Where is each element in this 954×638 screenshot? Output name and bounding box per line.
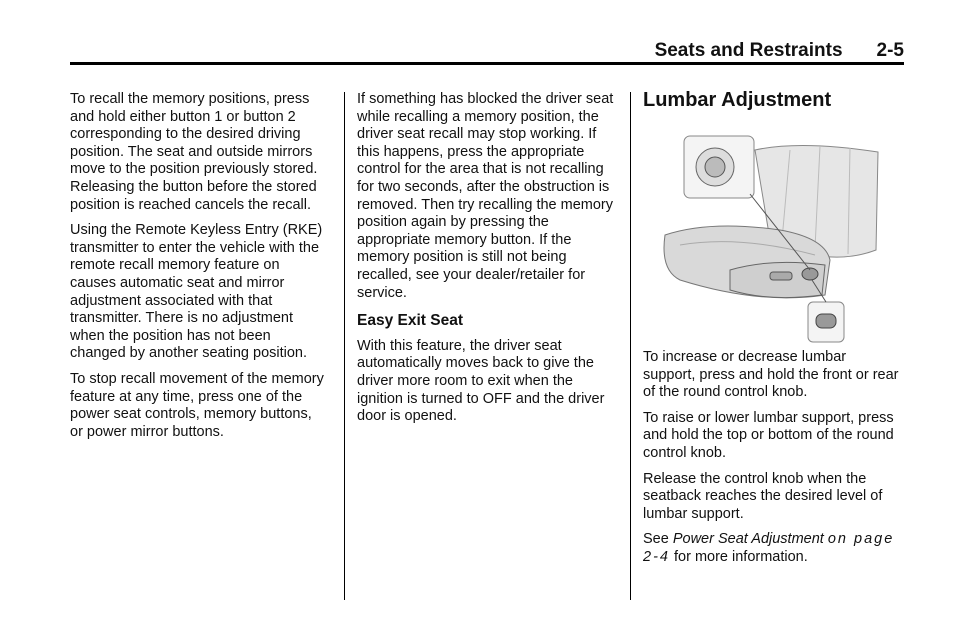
column-divider: [344, 92, 345, 600]
paragraph: Release the control knob when the seatback reaches the desired level of lumbar support.: [643, 470, 883, 522]
lumbar-control-illustration: [650, 130, 890, 344]
section-title: Seats and Restraints: [654, 40, 843, 61]
paragraph: To recall the memory positions, press and hold either button 1 or button 2 corresponding to the desired driving position. The seat and outside mirrors move to the position previously stored. Releasing the button before the stored position is reached cancels the recall.: [70, 91, 318, 213]
column-1: [70, 91, 328, 449]
see-text: See: [643, 531, 669, 548]
column-3: [643, 349, 901, 575]
column-divider: [630, 92, 631, 600]
section-heading: Easy Exit Seat: [357, 312, 463, 330]
lumbar-heading: Lumbar Adjustment: [643, 89, 832, 111]
paragraph: Using the Remote Keyless Entry (RKE) transmitter to enter the vehicle with the remote recall memory feature on causes automatic seat and mirror adjustment associated with that transmitter. There is no adjustment when the position has not been changed by another seating position.: [70, 222, 323, 362]
paragraph: With this feature, the driver seat automatically moves back to give the driver more room to exit when the ignition is turned to OFF and the driver door is opened.: [357, 337, 605, 425]
page-header: [70, 38, 904, 64]
tail-text: for more information.: [674, 548, 808, 565]
cross-reference-link[interactable]: Power Seat Adjustment: [672, 531, 824, 548]
paragraph: To increase or decrease lumbar support, press and hold the front or rear of the round control knob.: [643, 349, 899, 401]
cross-reference-page[interactable]: on page 2-4: [643, 531, 895, 565]
paragraph: To stop recall movement of the memory feature at any time, press one of the power seat controls, memory buttons, or power mirror buttons.: [70, 370, 324, 440]
header-rule: [70, 62, 904, 65]
paragraph: To raise or lower lumbar support, press and hold the top or bottom of the round control knob.: [643, 409, 894, 461]
page-number: 2-5: [876, 40, 904, 61]
paragraph: [643, 531, 901, 566]
column-2: [357, 91, 619, 434]
paragraph: If something has blocked the driver seat while recalling a memory position, the driver seat recall may stop working. If this happens, press the appropriate control for the area that is not recalling for two seconds, after the obstruction is removed. Then try recalling the memory position again by pressing the appropriate memory button. If the memory position is still not being recalled, see your dealer/retailer for service.: [357, 91, 614, 301]
